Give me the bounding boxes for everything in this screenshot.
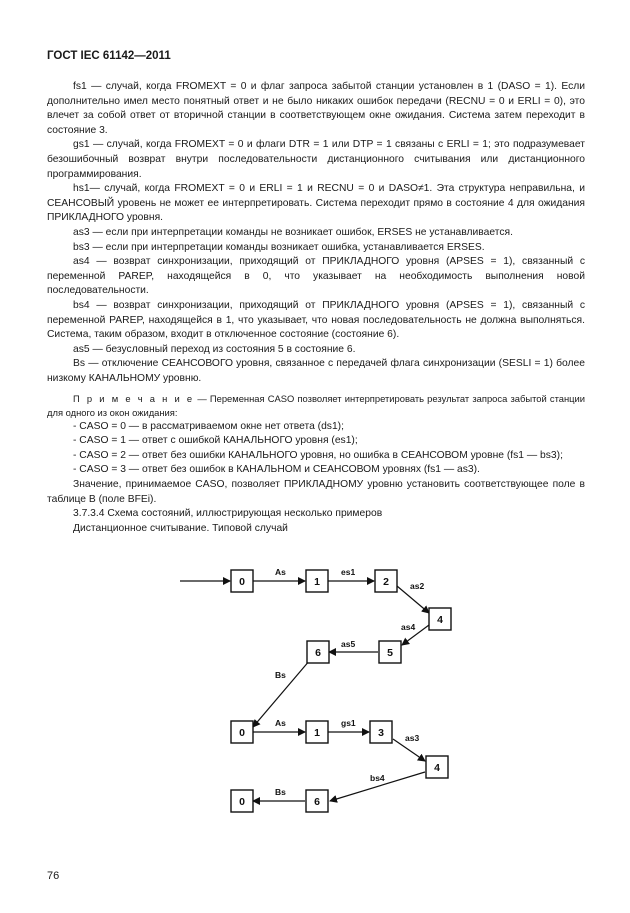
edge-label: as4	[401, 622, 416, 632]
edge-label: gs1	[341, 718, 356, 728]
edge-label: es1	[341, 567, 356, 577]
state-label: 6	[315, 647, 321, 659]
paragraph-as4: as4 — возврат синхронизации, приходящий от ПРИКЛАДНОГО уровня (APSES = 1), связанный с переменной PAREP, находящейся в 0, что указывает на необходимость выполнения новой последовательности.	[47, 256, 585, 297]
state-label: 1	[314, 727, 320, 739]
list-item: - CASO = 2 — ответ без ошибки КАНАЛЬНОГО уровня, но ошибка в СЕАНСОВОМ уровне (fs1 — bs3);	[73, 449, 563, 461]
state-label: 0	[239, 796, 245, 808]
state-label: 3	[378, 727, 384, 739]
state-label: 2	[383, 576, 389, 588]
paragraph-bs3: bs3 — если при интерпретации команды возникает ошибка, устанавливается ERSES.	[73, 241, 485, 253]
state-label: 1	[314, 576, 320, 588]
note-text: — Переменная CASO позволяет интерпретировать результат запроса забытой станции для одного из окон ожидания:	[47, 393, 585, 419]
closing-paragraph: Значение, принимаемое CASO, позволяет ПРИКЛАДНОМУ уровню установить соответствующее поле в таблице В (поле BFEi).	[47, 479, 585, 505]
list-item: - CASO = 3 — ответ без ошибок в КАНАЛЬНОМ и СЕАНСОВОМ уровнях (fs1 — as3).	[73, 464, 480, 476]
state-diagram	[0, 555, 630, 825]
paragraph-as5: as5 — безусловный переход из состояния 5 в состояние 6.	[73, 343, 356, 355]
document-header: ГОСТ IEC 61142—2011	[47, 50, 171, 62]
edge-label: Bs	[275, 787, 286, 797]
state-label: 4	[434, 762, 440, 774]
edge-label: bs4	[370, 773, 385, 783]
body-text	[47, 80, 585, 536]
edge-label: As	[275, 718, 286, 728]
diagram-caption: Дистанционное считывание. Типовой случай	[73, 522, 288, 534]
state-label: 5	[387, 647, 393, 659]
paragraph-as3: as3 — если при интерпретации команды не возникает ошибок, ERSES не устанавливается.	[73, 226, 513, 238]
edge-label: as3	[405, 733, 420, 743]
paragraph-fs1: fs1 — случай, когда FROMEXT = 0 и флаг запроса забытой станции установлен в 1 (DASO = 1). Если дополнительно имел место понятный ответ и не было никаких ошибок передачи (RECNU = 0 и ERLI = 0), это влечет за собой ответ от вторичной станции в соответствующем окне ожидания. Система затем переходит в состояние 3.	[47, 81, 585, 136]
note-label: П р и м е ч а н и е	[73, 393, 195, 405]
paragraph-hs1: hs1— случай, когда FROMEXT = 0 и ERLI = 1 и RECNU = 0 и DASO≠1. Эта структура неправильна, и СЕАНСОВЫЙ уровень не может ее интерпретировать. Система переходит прямо в состояние 4 для ожидания ПРИКЛАДНОГО уровня.	[47, 183, 585, 224]
edge-label: as5	[341, 639, 356, 649]
paragraph-gs1: gs1 — случай, когда FROMEXT = 0 и флаги DTR = 1 или DTP = 1 связаны с ERLI = 1; это подразумевает безошибочный возврат внутри последовательности дистанционного считывания или дистанционного программирования.	[47, 139, 585, 180]
edge-label: Bs	[275, 670, 286, 680]
edge-label: as2	[410, 581, 425, 591]
state-label: 4	[437, 614, 443, 626]
state-label: 0	[239, 576, 245, 588]
paragraph-bs: Bs — отключение СЕАНСОВОГО уровня, связанное с передачей флага синхронизации (SESLI = 1) более низкому КАНАЛЬНОМУ уровню.	[47, 358, 585, 384]
page-number: 76	[47, 870, 60, 882]
state-label: 0	[239, 727, 245, 739]
list-item: - CASO = 0 — в рассматриваемом окне нет ответа (ds1);	[73, 420, 344, 432]
edge-label: As	[275, 567, 286, 577]
paragraph-bs4: bs4 — возврат синхронизации, приходящий от ПРИКЛАДНОГО уровня (APSES = 1), связанный с переменной PAREP, находящейся в 1, что указывает, что новая последовательность не должна выполняться. Система, таким образом, входит в отключенное состояние (состояние 6).	[47, 299, 585, 341]
section-heading: 3.7.3.4 Схема состояний, иллюстрирующая несколько примеров	[73, 508, 383, 520]
list-item: - CASO = 1 — ответ с ошибкой КАНАЛЬНОГО уровня (es1);	[73, 435, 358, 447]
state-label: 6	[314, 796, 320, 808]
note	[47, 392, 585, 419]
